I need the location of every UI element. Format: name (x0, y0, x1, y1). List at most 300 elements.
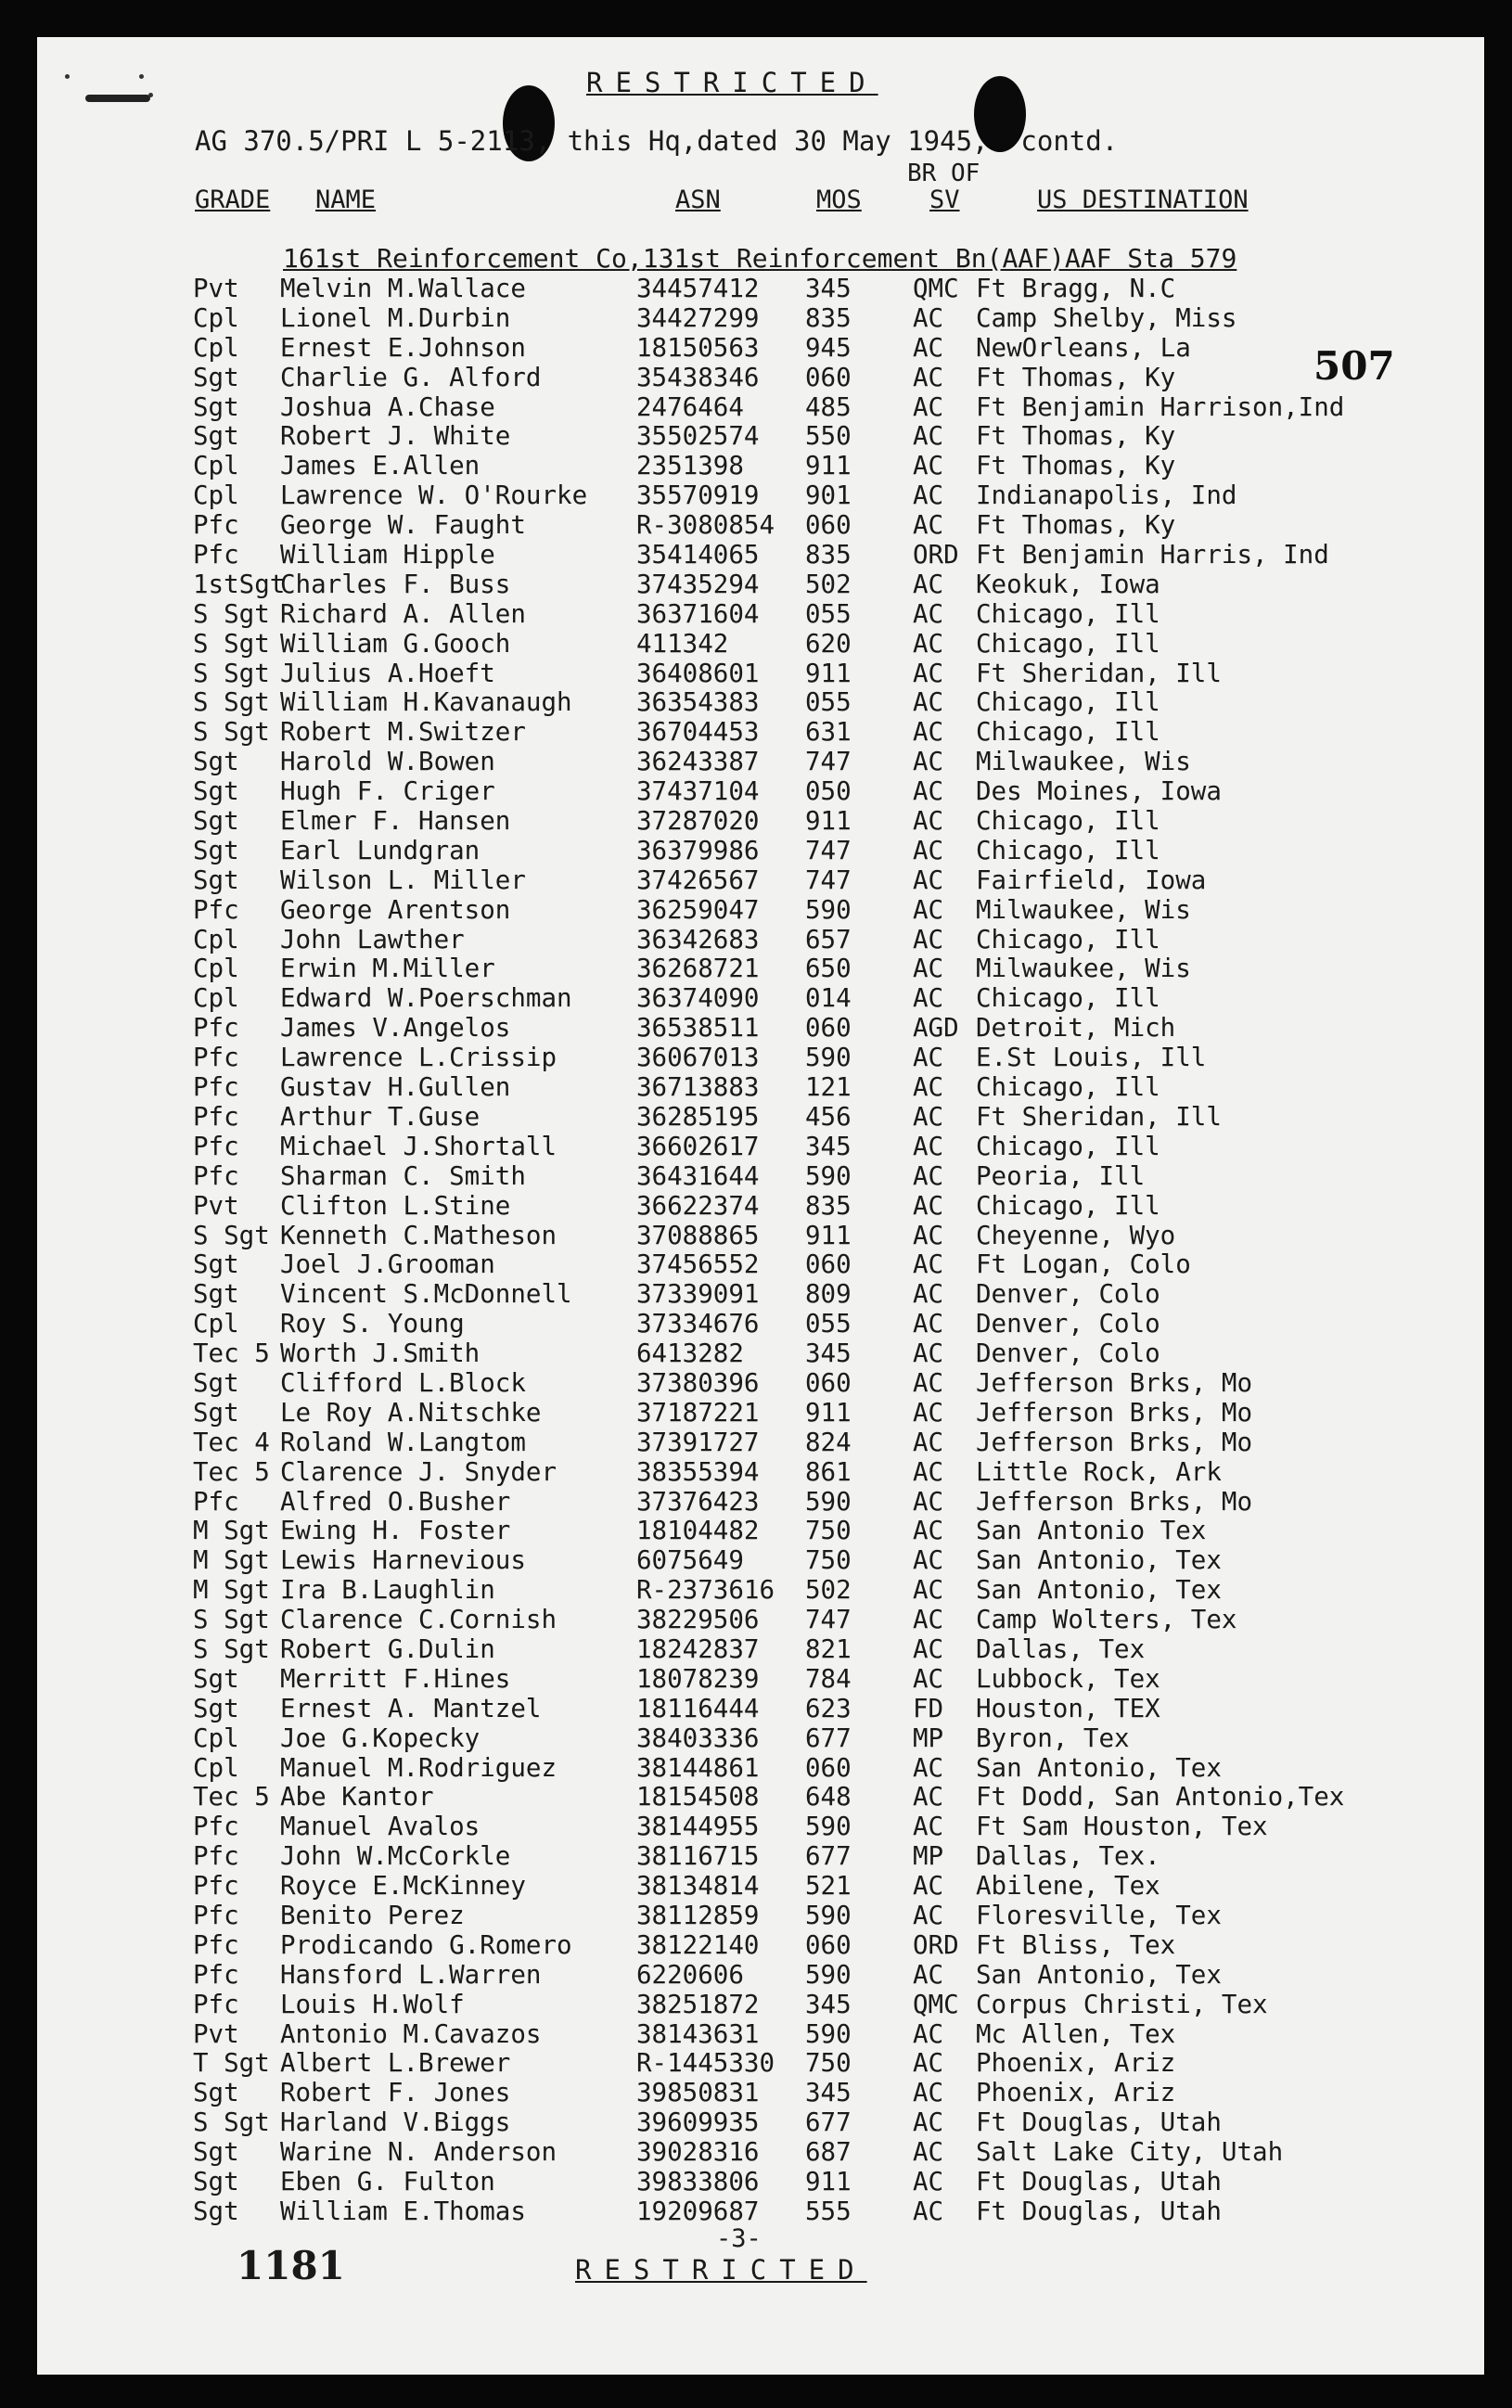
grade-cell: S Sgt (193, 717, 270, 748)
service-cell: AC (913, 1072, 944, 1103)
ink-speck (148, 93, 153, 97)
destination-cell: Phoenix, Ariz (976, 2048, 1176, 2079)
asn-cell: 37187221 (636, 1397, 760, 1428)
destination-cell: Mc Allen, Tex (976, 2018, 1176, 2049)
column-header-mos: MOS (816, 186, 862, 214)
destination-cell: E.St Louis, Ill (976, 1043, 1207, 1073)
grade-cell: Cpl (193, 1752, 239, 1783)
destination-cell: Des Moines, Iowa (976, 776, 1222, 807)
destination-cell: Peoria, Ill (976, 1160, 1146, 1191)
service-cell: AC (913, 1456, 944, 1487)
destination-cell: Byron, Tex (976, 1723, 1130, 1753)
mos-cell: 485 (805, 391, 852, 422)
service-cell: AC (913, 391, 944, 422)
mos-cell: 631 (805, 717, 852, 748)
destination-cell: Salt Lake City, Utah (976, 2137, 1284, 2168)
asn-cell: 36408601 (636, 658, 760, 688)
asn-cell: 6220606 (636, 1959, 744, 1990)
destination-cell: Chicago, Ill (976, 628, 1160, 659)
grade-cell: Pvt (193, 274, 239, 303)
grade-cell: Sgt (193, 2137, 239, 2168)
service-cell: QMC (913, 274, 959, 303)
grade-cell: S Sgt (193, 1605, 270, 1635)
service-cell: AC (913, 1160, 944, 1191)
asn-cell: 38112859 (636, 1900, 760, 1930)
destination-cell: Chicago, Ill (976, 806, 1160, 837)
mos-cell: 747 (805, 747, 852, 777)
destination-cell: Jefferson Brks, Mo (976, 1427, 1253, 1457)
grade-cell: Cpl (193, 451, 239, 481)
name-cell: Benito Perez (280, 1900, 465, 1930)
destination-cell: Chicago, Ill (976, 687, 1160, 718)
asn-cell: 38355394 (636, 1456, 760, 1487)
mos-cell: 747 (805, 835, 852, 865)
service-cell: AC (913, 1397, 944, 1428)
service-cell: AC (913, 1367, 944, 1398)
destination-cell: Ft Douglas, Utah (976, 2196, 1222, 2226)
mos-cell: 590 (805, 894, 852, 925)
mos-cell: 911 (805, 2167, 852, 2197)
name-cell: John W.McCorkle (280, 1841, 511, 1872)
document-page (37, 37, 1484, 2375)
name-cell: Antonio M.Cavazos (280, 2018, 542, 2049)
name-cell: Prodicando G.Romero (280, 1929, 572, 1960)
mos-cell: 911 (805, 1220, 852, 1250)
asn-cell: 19209687 (636, 2196, 760, 2226)
ink-speck (65, 74, 70, 79)
grade-cell: Sgt (193, 1663, 239, 1694)
destination-cell: Chicago, Ill (976, 598, 1160, 629)
name-cell: Royce E.McKinney (280, 1871, 526, 1902)
ink-smudge (85, 95, 150, 102)
service-cell: AC (913, 1101, 944, 1132)
asn-cell: 36067013 (636, 1043, 760, 1073)
service-cell: AGD (913, 1013, 959, 1044)
grade-cell: S Sgt (193, 598, 270, 629)
mos-cell: 590 (805, 1486, 852, 1517)
destination-cell: Jefferson Brks, Mo (976, 1367, 1253, 1398)
asn-cell: 38144955 (636, 1812, 760, 1842)
destination-cell: Fairfield, Iowa (976, 865, 1207, 895)
mos-cell: 911 (805, 1397, 852, 1428)
grade-cell: Pfc (193, 1989, 239, 2019)
asn-cell: 38116715 (636, 1841, 760, 1872)
destination-cell: Lubbock, Tex (976, 1663, 1160, 1694)
grade-cell: Pfc (193, 1043, 239, 1073)
name-cell: Harland V.Biggs (280, 2107, 511, 2138)
asn-cell: 37376423 (636, 1486, 760, 1517)
destination-cell: Jefferson Brks, Mo (976, 1397, 1253, 1428)
destination-cell: Ft Thomas, Ky (976, 362, 1176, 392)
grade-cell: Cpl (193, 983, 239, 1014)
mos-cell: 590 (805, 1959, 852, 1990)
name-cell: Arthur T.Guse (280, 1101, 481, 1132)
name-cell: Louis H.Wolf (280, 1989, 465, 2019)
service-cell: ORD (913, 540, 959, 570)
asn-cell: 37380396 (636, 1367, 760, 1398)
grade-cell: Sgt (193, 835, 239, 865)
page-stamp-number: 507 (1313, 343, 1395, 389)
asn-cell: 37426567 (636, 865, 760, 895)
destination-cell: Milwaukee, Wis (976, 954, 1191, 984)
mos-cell: 055 (805, 1309, 852, 1339)
column-header-destination: US DESTINATION (1037, 186, 1249, 214)
grade-cell: Cpl (193, 302, 239, 333)
service-cell: AC (913, 2018, 944, 2049)
mos-cell: 747 (805, 1605, 852, 1635)
asn-cell: 39028316 (636, 2137, 760, 2168)
name-cell: Wilson L. Miller (280, 865, 526, 895)
mos-cell: 555 (805, 2196, 852, 2226)
destination-cell: Chicago, Ill (976, 924, 1160, 954)
name-cell: Robert F. Jones (280, 2078, 511, 2108)
mos-cell: 824 (805, 1427, 852, 1457)
destination-cell: Detroit, Mich (976, 1013, 1176, 1044)
destination-cell: Denver, Colo (976, 1309, 1160, 1339)
destination-cell: Ft Logan, Colo (976, 1249, 1191, 1280)
grade-cell: Sgt (193, 2078, 239, 2108)
destination-cell: Milwaukee, Wis (976, 747, 1191, 777)
grade-cell: Pfc (193, 1812, 239, 1842)
service-cell: AC (913, 510, 944, 541)
asn-cell: 37391727 (636, 1427, 760, 1457)
mos-cell: 345 (805, 1338, 852, 1369)
service-cell: AC (913, 2167, 944, 2197)
grade-cell: Cpl (193, 480, 239, 511)
destination-cell: Ft Douglas, Utah (976, 2107, 1222, 2138)
ink-speck (139, 74, 144, 79)
name-cell: Vincent S.McDonnell (280, 1279, 572, 1310)
mos-cell: 590 (805, 2018, 852, 2049)
grade-cell: M Sgt (193, 1516, 270, 1546)
mos-cell: 521 (805, 1871, 852, 1902)
grade-cell: Pfc (193, 1072, 239, 1103)
destination-cell: Camp Wolters, Tex (976, 1605, 1237, 1635)
destination-cell: Ft Sam Houston, Tex (976, 1812, 1268, 1842)
mos-cell: 861 (805, 1456, 852, 1487)
destination-cell: Chicago, Ill (976, 1131, 1160, 1161)
mos-cell: 835 (805, 540, 852, 570)
grade-cell: Tec 5 (193, 1338, 270, 1369)
asn-cell: 38251872 (636, 1989, 760, 2019)
name-cell: Robert J. White (280, 421, 511, 452)
asn-cell: R-3080854 (636, 510, 775, 541)
asn-cell: 36704453 (636, 717, 760, 748)
mos-cell: 060 (805, 510, 852, 541)
service-cell: AC (913, 1220, 944, 1250)
service-cell: AC (913, 1633, 944, 1664)
name-cell: Roland W.Langtom (280, 1427, 526, 1457)
mos-cell: 060 (805, 1929, 852, 1960)
service-cell: AC (913, 628, 944, 659)
grade-cell: Cpl (193, 1723, 239, 1753)
destination-cell: Chicago, Ill (976, 717, 1160, 748)
service-cell: AC (913, 1249, 944, 1280)
destination-cell: San Antonio, Tex (976, 1575, 1222, 1606)
name-cell: George W. Faught (280, 510, 526, 541)
asn-cell: 18242837 (636, 1633, 760, 1664)
mos-cell: 945 (805, 332, 852, 363)
mos-cell: 502 (805, 1575, 852, 1606)
name-cell: Joel J.Grooman (280, 1249, 495, 1280)
mos-cell: 911 (805, 658, 852, 688)
mos-cell: 060 (805, 1249, 852, 1280)
asn-cell: 36374090 (636, 983, 760, 1014)
asn-cell: 35414065 (636, 540, 760, 570)
grade-cell: Sgt (193, 865, 239, 895)
grade-cell: S Sgt (193, 1220, 270, 1250)
destination-cell: Chicago, Ill (976, 983, 1160, 1014)
asn-cell: 38229506 (636, 1605, 760, 1635)
asn-cell: 36285195 (636, 1101, 760, 1132)
destination-cell: San Antonio, Tex (976, 1959, 1222, 1990)
grade-cell: Sgt (193, 1249, 239, 1280)
mos-cell: 060 (805, 1013, 852, 1044)
mos-cell: 121 (805, 1072, 852, 1103)
service-cell: AC (913, 1190, 944, 1221)
grade-cell: S Sgt (193, 687, 270, 718)
asn-cell: 36602617 (636, 1131, 760, 1161)
asn-cell: 36622374 (636, 1190, 760, 1221)
unit-heading: 161st Reinforcement Co,131st Reinforcement Bn(AAF)AAF Sta 579 (283, 243, 1237, 274)
grade-cell: Sgt (193, 362, 239, 392)
service-cell: AC (913, 1309, 944, 1339)
name-cell: Melvin M.Wallace (280, 274, 526, 303)
destination-cell: Ft Sheridan, Ill (976, 1101, 1222, 1132)
mos-cell: 060 (805, 1367, 852, 1398)
asn-cell: 38144861 (636, 1752, 760, 1783)
name-cell: Clarence J. Snyder (280, 1456, 557, 1487)
asn-cell: 36354383 (636, 687, 760, 718)
service-cell: AC (913, 1871, 944, 1902)
service-cell: AC (913, 776, 944, 807)
service-cell: AC (913, 1782, 944, 1812)
asn-cell: 35438346 (636, 362, 760, 392)
grade-cell: S Sgt (193, 1633, 270, 1664)
column-header-name: NAME (315, 186, 377, 214)
service-cell: MP (913, 1723, 944, 1753)
destination-cell: Ft Bliss, Tex (976, 1929, 1176, 1960)
destination-cell: Phoenix, Ariz (976, 2078, 1176, 2108)
service-cell: AC (913, 806, 944, 837)
service-cell: AC (913, 2078, 944, 2108)
service-cell: AC (913, 302, 944, 333)
grade-cell: Sgt (193, 2196, 239, 2226)
name-cell: William G.Gooch (280, 628, 511, 659)
grade-cell: Sgt (193, 747, 239, 777)
service-cell: AC (913, 2196, 944, 2226)
asn-cell: 36379986 (636, 835, 760, 865)
grade-cell: Pfc (193, 1929, 239, 1960)
mos-cell: 648 (805, 1782, 852, 1812)
destination-cell: Denver, Colo (976, 1279, 1160, 1310)
destination-cell: San Antonio, Tex (976, 1752, 1222, 1783)
destination-cell: Ft Benjamin Harrison,Ind (976, 391, 1345, 422)
grade-cell: M Sgt (193, 1575, 270, 1606)
mos-cell: 502 (805, 569, 852, 599)
service-cell: AC (913, 1486, 944, 1517)
destination-cell: Ft Thomas, Ky (976, 421, 1176, 452)
service-cell: AC (913, 865, 944, 895)
service-cell: AC (913, 2137, 944, 2168)
asn-cell: 35502574 (636, 421, 760, 452)
asn-cell: 34427299 (636, 302, 760, 333)
asn-cell: 38403336 (636, 1723, 760, 1753)
destination-cell: Ft Dodd, San Antonio,Tex (976, 1782, 1345, 1812)
name-cell: Elmer F. Hansen (280, 806, 511, 837)
asn-cell: 411342 (636, 628, 729, 659)
asn-cell: 37334676 (636, 1309, 760, 1339)
grade-cell: Pfc (193, 1900, 239, 1930)
name-cell: Warine N. Anderson (280, 2137, 557, 2168)
asn-cell: R-1445330 (636, 2048, 775, 2079)
grade-cell: Sgt (193, 1397, 239, 1428)
destination-cell: NewOrleans, La (976, 332, 1191, 363)
mos-cell: 456 (805, 1101, 852, 1132)
service-cell: AC (913, 421, 944, 452)
name-cell: Eben G. Fulton (280, 2167, 495, 2197)
mos-cell: 901 (805, 480, 852, 511)
service-cell: AC (913, 747, 944, 777)
service-cell: AC (913, 2107, 944, 2138)
grade-cell: Pfc (193, 894, 239, 925)
service-cell: AC (913, 1605, 944, 1635)
mos-cell: 345 (805, 1989, 852, 2019)
mos-cell: 620 (805, 628, 852, 659)
name-cell: Sharman C. Smith (280, 1160, 526, 1191)
asn-cell: 18116444 (636, 1693, 760, 1723)
destination-cell: Dallas, Tex (976, 1633, 1146, 1664)
service-cell: AC (913, 1131, 944, 1161)
service-cell: AC (913, 1516, 944, 1546)
name-cell: Lawrence L.Crissip (280, 1043, 557, 1073)
destination-cell: Chicago, Ill (976, 1072, 1160, 1103)
service-cell: AC (913, 451, 944, 481)
asn-cell: 36538511 (636, 1013, 760, 1044)
name-cell: Robert G.Dulin (280, 1633, 495, 1664)
grade-cell: Pfc (193, 1131, 239, 1161)
mos-cell: 747 (805, 865, 852, 895)
service-cell: AC (913, 924, 944, 954)
service-cell: AC (913, 1338, 944, 1369)
destination-cell: Chicago, Ill (976, 1190, 1160, 1221)
name-cell: Lawrence W. O'Rourke (280, 480, 588, 511)
grade-cell: Pfc (193, 540, 239, 570)
destination-cell: Ft Thomas, Ky (976, 510, 1176, 541)
name-cell: Charlie G. Alford (280, 362, 542, 392)
service-cell: AC (913, 658, 944, 688)
grade-cell: Pfc (193, 510, 239, 541)
asn-cell: 2351398 (636, 451, 744, 481)
grade-cell: Pfc (193, 1486, 239, 1517)
name-cell: Julius A.Hoeft (280, 658, 495, 688)
grade-cell: Sgt (193, 1279, 239, 1310)
name-cell: George Arentson (280, 894, 511, 925)
destination-cell: Ft Benjamin Harris, Ind (976, 540, 1329, 570)
asn-cell: 38122140 (636, 1929, 760, 1960)
asn-cell: 34457412 (636, 274, 760, 303)
service-cell: AC (913, 835, 944, 865)
asn-cell: 36243387 (636, 747, 760, 777)
destination-cell: Floresville, Tex (976, 1900, 1222, 1930)
mos-cell: 050 (805, 776, 852, 807)
name-cell: Joe G.Kopecky (280, 1723, 481, 1753)
name-cell: Ernest E.Johnson (280, 332, 526, 363)
service-cell: AC (913, 1959, 944, 1990)
name-cell: William E.Thomas (280, 2196, 526, 2226)
classification-footer: RESTRICTED (575, 2254, 867, 2286)
asn-cell: 36431644 (636, 1160, 760, 1191)
mos-cell: 590 (805, 1812, 852, 1842)
column-header-sv: SV (929, 186, 960, 214)
name-cell: Alfred O.Busher (280, 1486, 511, 1517)
destination-cell: Abilene, Tex (976, 1871, 1160, 1902)
mos-cell: 677 (805, 2107, 852, 2138)
asn-cell: 39609935 (636, 2107, 760, 2138)
name-cell: Manuel Avalos (280, 1812, 481, 1842)
destination-cell: Ft Sheridan, Ill (976, 658, 1222, 688)
name-cell: Michael J.Shortall (280, 1131, 557, 1161)
service-cell: AC (913, 1900, 944, 1930)
grade-cell: Tec 5 (193, 1782, 270, 1812)
asn-cell: 38143631 (636, 2018, 760, 2049)
mos-cell: 650 (805, 954, 852, 984)
name-cell: James V.Angelos (280, 1013, 511, 1044)
grade-cell: S Sgt (193, 2107, 270, 2138)
asn-cell: 37437104 (636, 776, 760, 807)
destination-cell: Corpus Christi, Tex (976, 1989, 1268, 2019)
destination-cell: Milwaukee, Wis (976, 894, 1191, 925)
asn-cell: 37435294 (636, 569, 760, 599)
service-cell: AC (913, 983, 944, 1014)
name-cell: Richard A. Allen (280, 598, 526, 629)
service-cell: AC (913, 332, 944, 363)
service-cell: AC (913, 1575, 944, 1606)
grade-cell: Sgt (193, 806, 239, 837)
asn-cell: 36713883 (636, 1072, 760, 1103)
name-cell: Lewis Harnevious (280, 1545, 526, 1576)
mos-cell: 911 (805, 806, 852, 837)
name-cell: Edward W.Poerschman (280, 983, 572, 1014)
grade-cell: S Sgt (193, 628, 270, 659)
service-cell: AC (913, 717, 944, 748)
page-number: -3- (716, 2224, 762, 2253)
mos-cell: 590 (805, 1160, 852, 1191)
grade-cell: T Sgt (193, 2048, 270, 2079)
grade-cell: Pfc (193, 1959, 239, 1990)
service-cell: AC (913, 2048, 944, 2079)
name-cell: Hansford L.Warren (280, 1959, 542, 1990)
branch-of-header: BR OF (907, 160, 980, 187)
name-cell: Merritt F.Hines (280, 1663, 511, 1694)
service-cell: FD (913, 1693, 944, 1723)
grade-cell: Sgt (193, 1367, 239, 1398)
mos-cell: 677 (805, 1841, 852, 1872)
destination-cell: Indianapolis, Ind (976, 480, 1237, 511)
column-header-asn: ASN (675, 186, 721, 214)
service-cell: AC (913, 1427, 944, 1457)
destination-cell: Jefferson Brks, Mo (976, 1486, 1253, 1517)
service-cell: AC (913, 1812, 944, 1842)
mos-cell: 784 (805, 1663, 852, 1694)
asn-cell: 36371604 (636, 598, 760, 629)
name-cell: Clarence C.Cornish (280, 1605, 557, 1635)
asn-cell: 37088865 (636, 1220, 760, 1250)
name-cell: Ewing H. Foster (280, 1516, 511, 1546)
name-cell: Earl Lundgran (280, 835, 481, 865)
mos-cell: 345 (805, 1131, 852, 1161)
name-cell: Robert M.Switzer (280, 717, 526, 748)
